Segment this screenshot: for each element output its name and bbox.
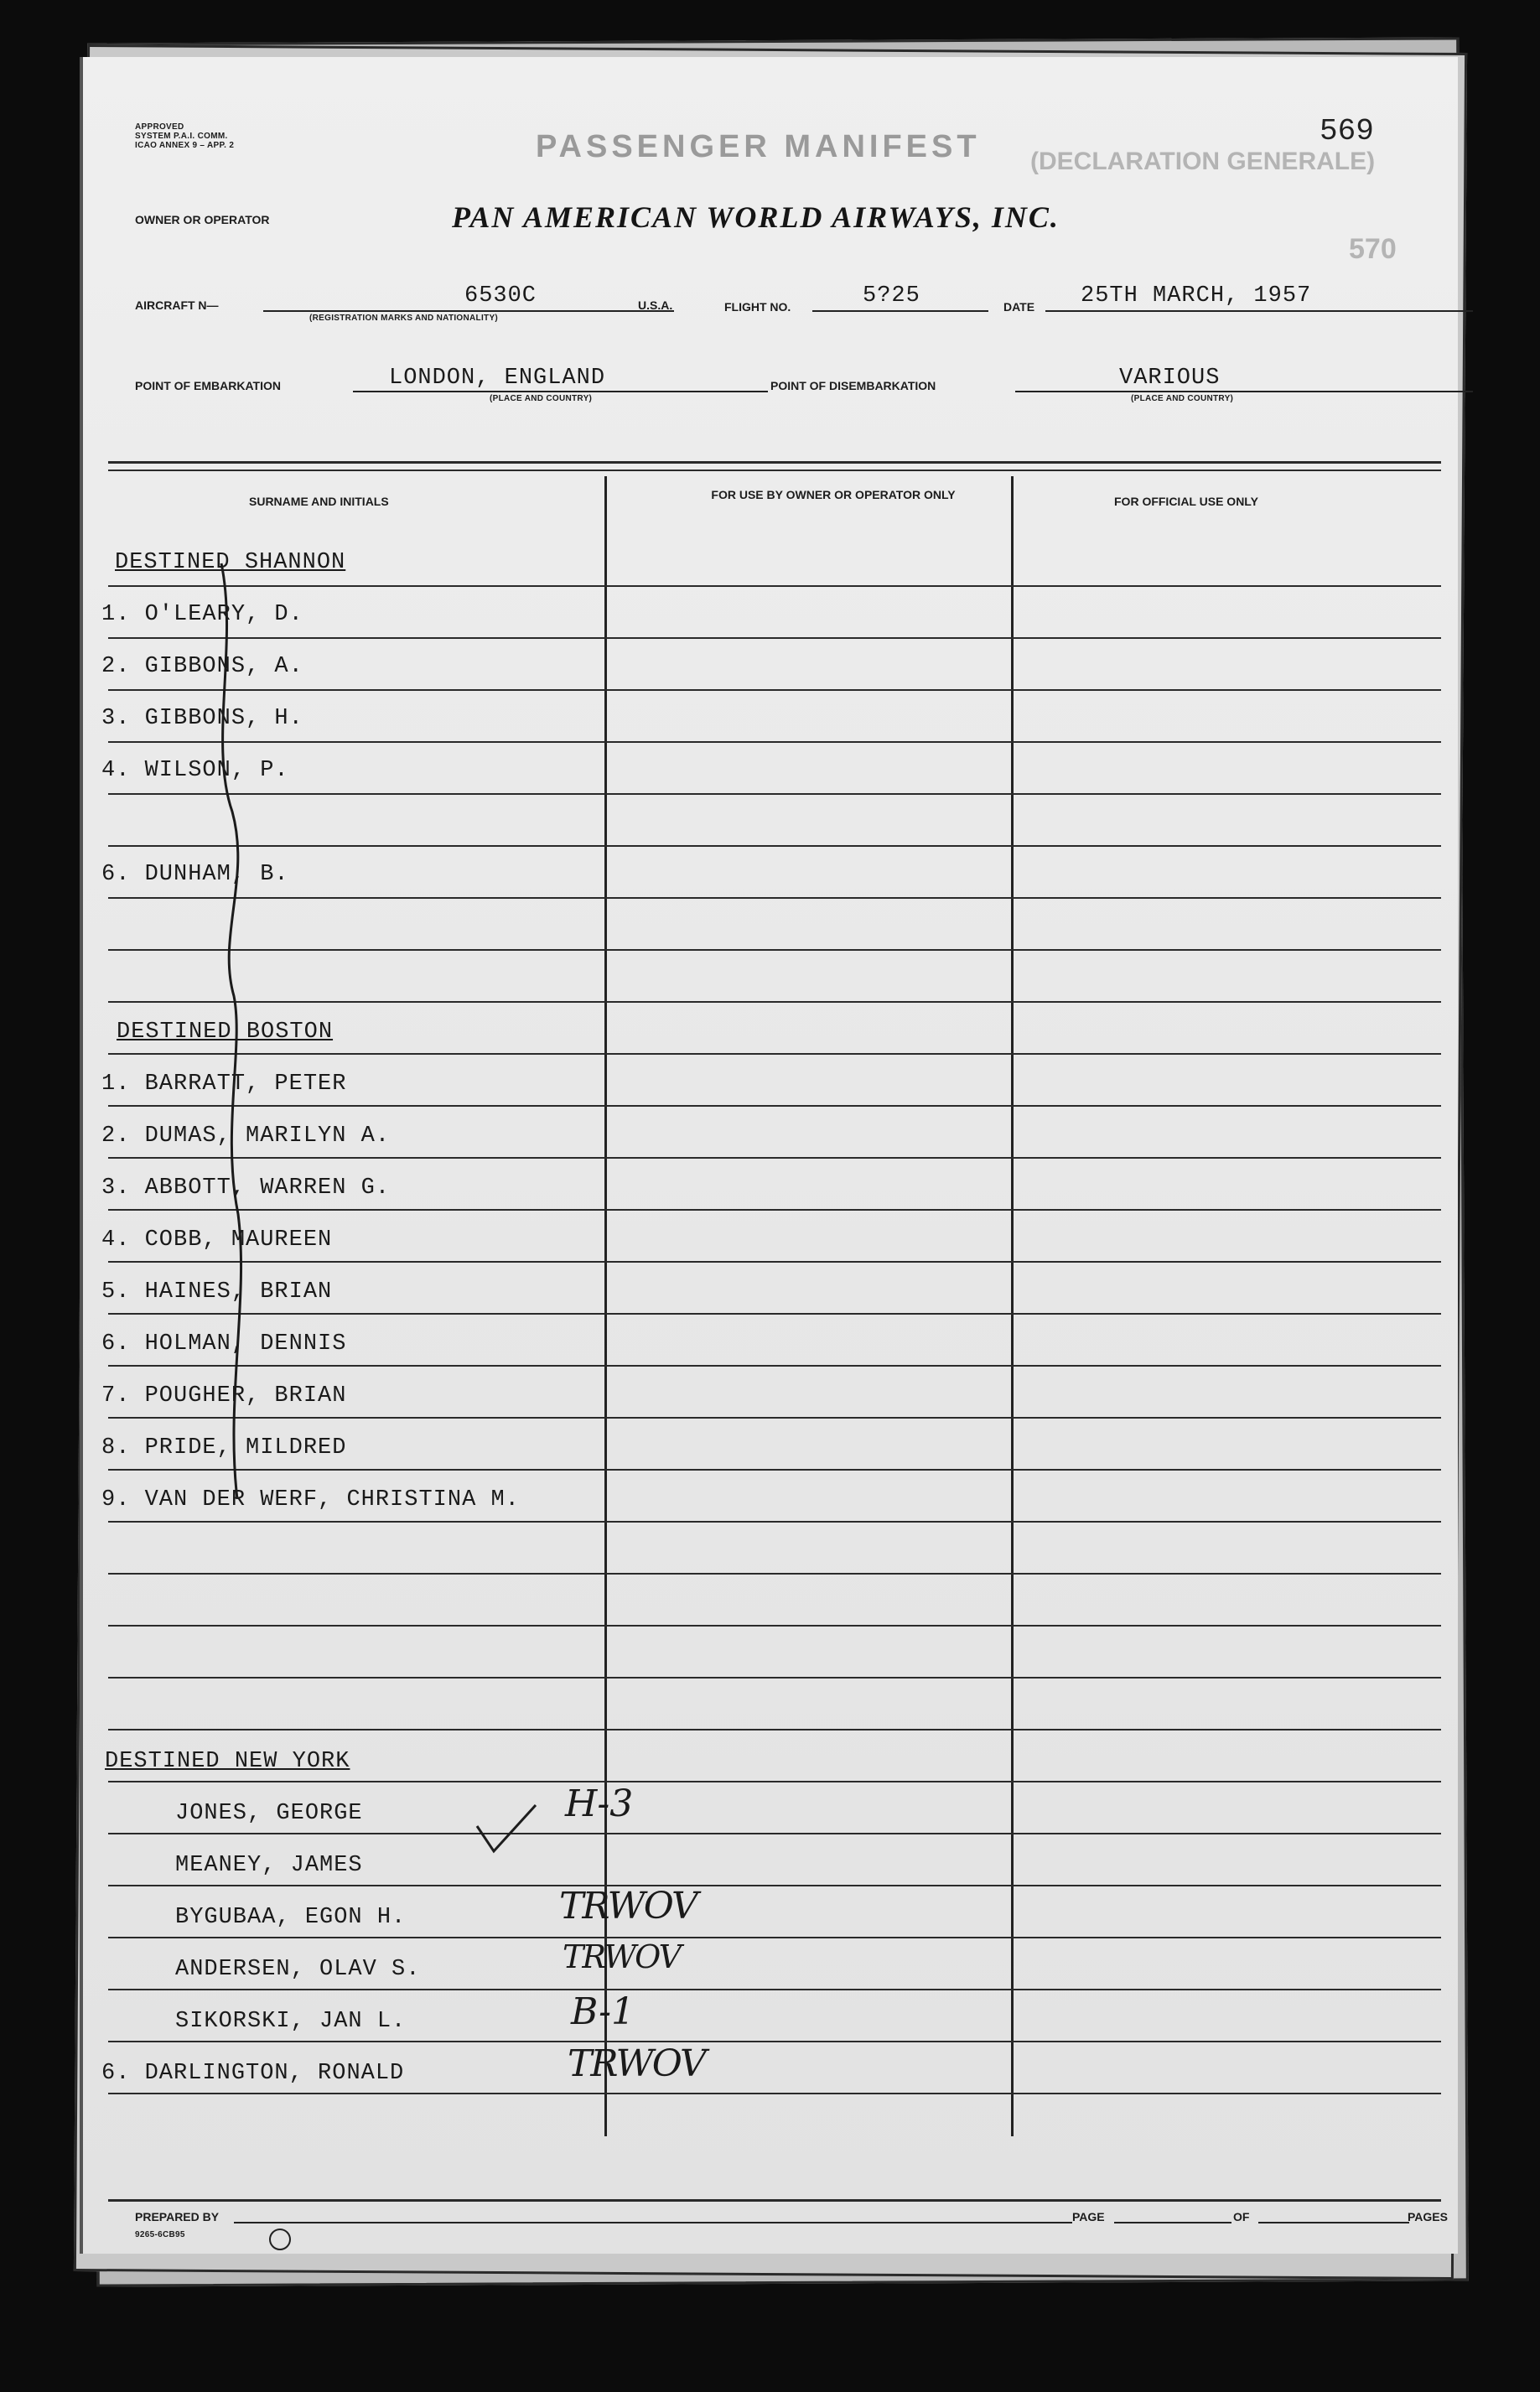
approval-block: APPROVED SYSTEM P.A.I. COMM. ICAO ANNEX 9 – APP. 2 [135,122,235,150]
pen-marks [83,57,1458,2254]
nationality: U.S.A. [638,298,673,312]
handwritten-note: TRWOV [563,1938,681,1975]
passenger-name: BYGUBAA, EGON H. [175,1905,407,1930]
aircraft-label: AIRCRAFT N— [135,298,219,312]
passenger-name: ANDERSEN, OLAV S. [175,1957,421,1982]
pages-label: PAGES [1408,2210,1448,2223]
passenger-name: 3. ABBOTT, WARREN G. [101,1175,391,1201]
bleed-through-text: (DECLARATION GENERALE) [1030,148,1376,175]
union-label-icon [269,2229,291,2250]
footer-rule [108,2199,1441,2202]
passenger-name: 5. HAINES, BRIAN [101,1279,333,1305]
flight-date: 25TH MARCH, 1957 [1081,283,1312,309]
section-heading-new-york: DESTINED NEW YORK [105,1749,350,1774]
passenger-name: 1. O'LEARY, D. [101,602,303,627]
handwritten-note: H-3 [565,1782,634,1825]
passenger-name: 4. WILSON, P. [101,758,289,783]
disembarkation-caption: (PLACE AND COUNTRY) [1131,394,1234,403]
col-header-name: SURNAME AND INITIALS [249,495,389,508]
bleed-through-text: 570 [1349,233,1397,265]
flight-number: 5?25 [863,283,920,309]
passenger-name: 6. HOLMAN, DENNIS [101,1331,347,1357]
embarkation-caption: (PLACE AND COUNTRY) [490,394,593,403]
embarkation-point: LONDON, ENGLAND [389,366,606,391]
manifest-sheet [80,57,1458,2254]
handwritten-note: TRWOV [568,2042,705,2085]
section-heading-shannon: DESTINED SHANNON [115,550,346,575]
col-header-owner-use: FOR USE BY OWNER OR OPERATOR ONLY [711,488,956,501]
passenger-name: 4. COBB, MAUREEN [101,1227,333,1253]
passenger-name: 2. DUMAS, MARILYN A. [101,1123,391,1149]
page-label: PAGE [1072,2210,1105,2223]
passenger-name: 1. BARRATT, PETER [101,1071,347,1097]
section-heading-boston: DESTINED BOSTON [117,1020,334,1045]
passenger-name: JONES, GEORGE [175,1801,363,1826]
passenger-name: SIKORSKI, JAN L. [175,2009,407,2034]
aircraft-registration: 6530C [464,283,537,309]
passenger-name: 7. POUGHER, BRIAN [101,1383,347,1409]
page-title: PASSENGER MANIFEST [536,129,981,164]
passenger-name: MEANEY, JAMES [175,1853,363,1878]
disembarkation-label: POINT OF DISEMBARKATION [770,379,936,392]
passenger-name: 9. VAN DER WERF, CHRISTINA M. [101,1487,520,1513]
passenger-name: 6. DUNHAM, B. [101,862,289,887]
passenger-name: 6. DARLINGTON, RONALD [101,2061,405,2086]
flight-label: FLIGHT NO. [724,300,791,314]
handwritten-note: TRWOV [559,1885,697,1928]
aircraft-caption: (REGISTRATION MARKS AND NATIONALITY) [309,314,499,323]
col-header-official-use: FOR OFFICIAL USE ONLY [1114,495,1258,508]
passenger-name: 2. GIBBONS, A. [101,654,303,679]
owner-label: OWNER OR OPERATOR [135,213,270,226]
page-number: 569 [1320,114,1374,148]
of-label: OF [1233,2210,1250,2223]
handwritten-note: B-1 [571,1990,635,2033]
prepared-by-label: PREPARED BY [135,2210,220,2223]
passenger-name: 8. PRIDE, MILDRED [101,1435,347,1461]
embarkation-label: POINT OF EMBARKATION [135,379,281,392]
form-code: 9265-6CB95 [135,2230,185,2239]
date-label: DATE [1003,300,1035,314]
disembarkation-point: VARIOUS [1119,366,1221,391]
operator-name: PAN AMERICAN WORLD AIRWAYS, INC. [452,200,1060,234]
passenger-name: 3. GIBBONS, H. [101,706,303,731]
